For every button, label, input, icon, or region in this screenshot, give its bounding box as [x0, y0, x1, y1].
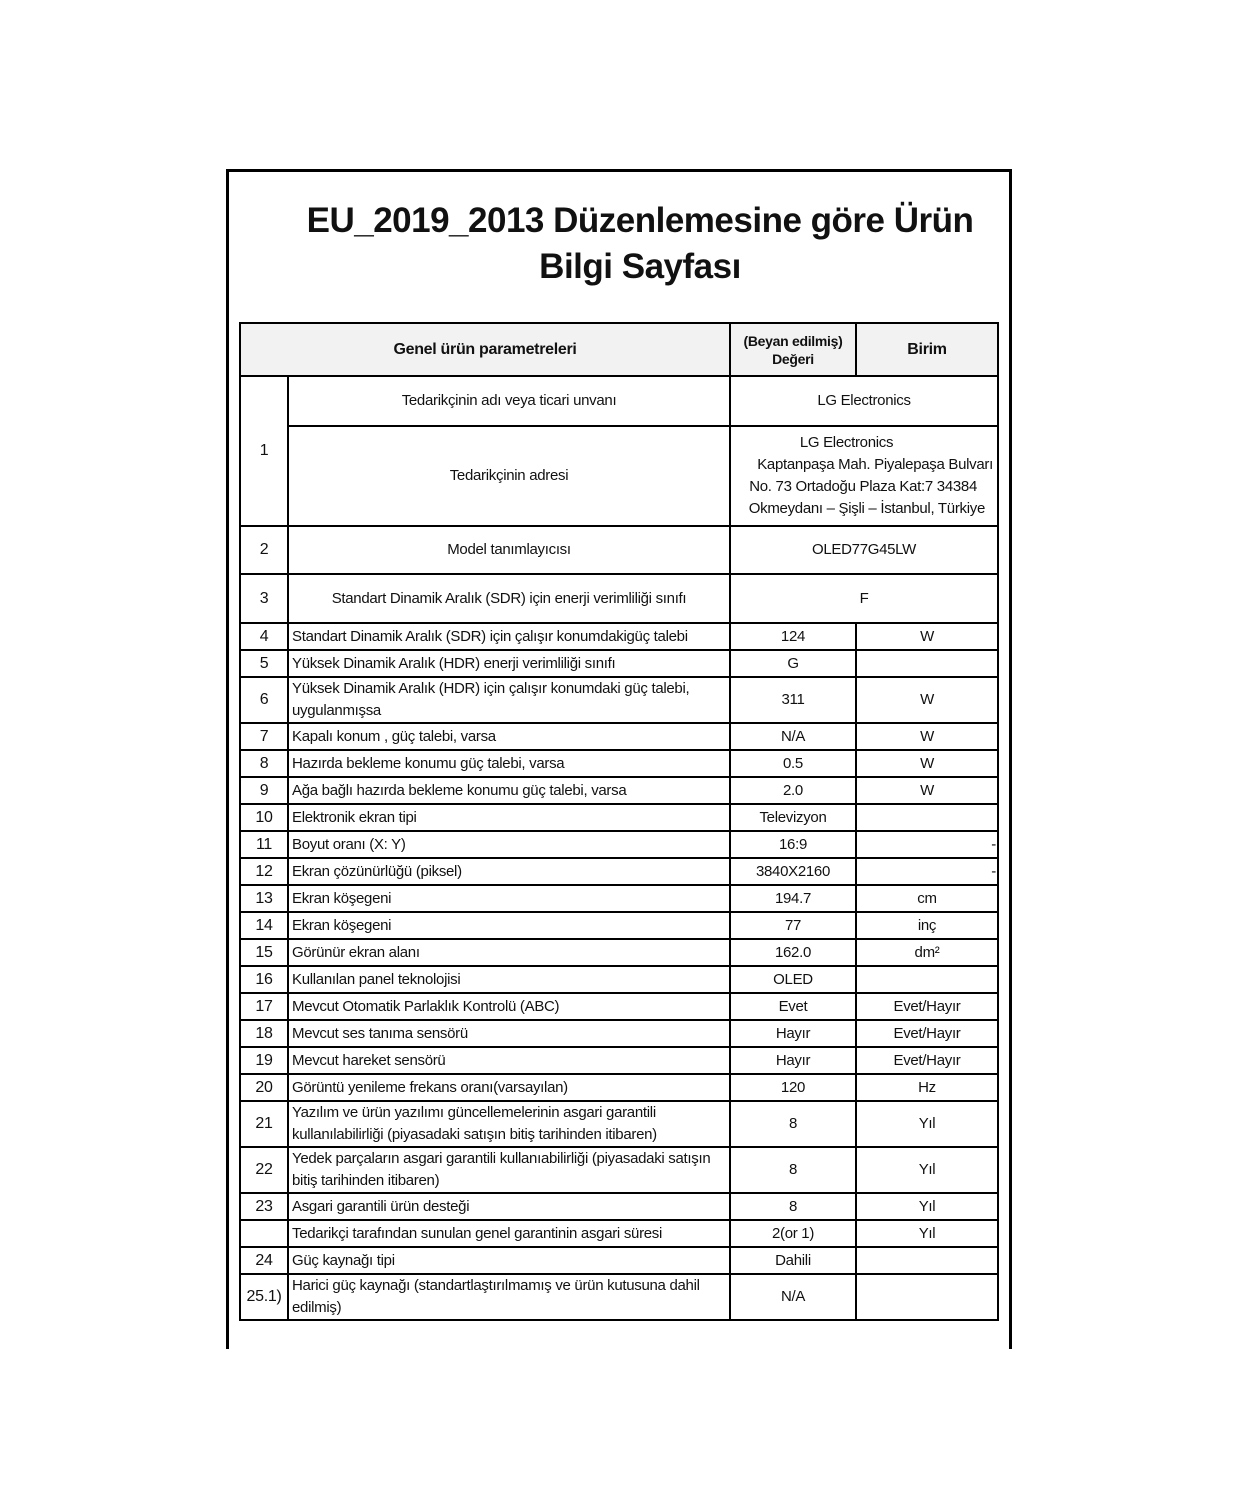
- unit-cell: -: [856, 858, 998, 885]
- unit-cell: Evet/Hayır: [856, 1047, 998, 1074]
- unit-cell: [856, 1274, 998, 1320]
- table-row: [240, 1193, 998, 1220]
- row-number: 9: [240, 777, 288, 804]
- value-cell: 8: [730, 1101, 856, 1147]
- row-number: 10: [240, 804, 288, 831]
- param-cell: Standart Dinamik Aralık (SDR) için çalışır konumdakigüç talebi: [288, 623, 730, 650]
- param-cell: Mevcut ses tanıma sensörü: [288, 1020, 730, 1047]
- unit-cell: Hz: [856, 1074, 998, 1101]
- param-cell: Mevcut Otomatik Parlaklık Kontrolü (ABC): [288, 993, 730, 1020]
- param-cell: Yazılım ve ürün yazılımı güncellemelerinin asgari garantili kullanılabilirliği (piyasadaki satışın bitiş tarihinden itibaren): [288, 1101, 730, 1147]
- unit-cell: [856, 966, 998, 993]
- row-number: 7: [240, 723, 288, 750]
- param-cell: Görünür ekran alanı: [288, 939, 730, 966]
- param-cell: Asgari garantili ürün desteği: [288, 1193, 730, 1220]
- sdr-class-label: Standart Dinamik Aralık (SDR) için enerji verimliliği sınıfı: [288, 574, 730, 623]
- sdr-class-row: [240, 574, 998, 623]
- value-cell: Televizyon: [730, 804, 856, 831]
- row-number: 11: [240, 831, 288, 858]
- unit-cell: [856, 804, 998, 831]
- row-number: 24: [240, 1247, 288, 1274]
- header-value: [730, 323, 856, 376]
- row-number: 14: [240, 912, 288, 939]
- value-cell: 2.0: [730, 777, 856, 804]
- row-number: 25.1): [240, 1274, 288, 1320]
- value-cell: OLED: [730, 966, 856, 993]
- table-row: [240, 912, 998, 939]
- value-cell: N/A: [730, 1274, 856, 1320]
- row-number: 5: [240, 650, 288, 677]
- param-cell: Ekran köşegeni: [288, 912, 730, 939]
- value-cell: 0.5: [730, 750, 856, 777]
- table-row: [240, 831, 998, 858]
- row-number: [240, 1220, 288, 1247]
- value-cell: 8: [730, 1147, 856, 1193]
- page-title: [300, 198, 980, 290]
- unit-cell: Yıl: [856, 1101, 998, 1147]
- sdr-class-value: F: [730, 574, 998, 623]
- value-cell: 162.0: [730, 939, 856, 966]
- param-cell: Ağa bağlı hazırda bekleme konumu güç talebi, varsa: [288, 777, 730, 804]
- unit-cell: Yıl: [856, 1193, 998, 1220]
- supplier-name-value: LG Electronics: [730, 376, 998, 426]
- row-number: 2: [240, 526, 288, 574]
- value-cell: Dahili: [730, 1247, 856, 1274]
- value-cell: 8: [730, 1193, 856, 1220]
- supplier-name-row: [240, 376, 998, 426]
- product-info-table: [239, 322, 999, 1321]
- param-cell: Güç kaynağı tipi: [288, 1247, 730, 1274]
- table-row: [240, 993, 998, 1020]
- table-row: [240, 804, 998, 831]
- table-row: [240, 1047, 998, 1074]
- row-number: 4: [240, 623, 288, 650]
- row-number: 19: [240, 1047, 288, 1074]
- supplier-address-label: Tedarikçinin adresi: [288, 426, 730, 526]
- model-label: Model tanımlayıcısı: [288, 526, 730, 574]
- unit-cell: Evet/Hayır: [856, 993, 998, 1020]
- param-cell: Mevcut hareket sensörü: [288, 1047, 730, 1074]
- unit-cell: W: [856, 723, 998, 750]
- param-cell: Yedek parçaların asgari garantili kullanıabilirliği (piyasadaki satışın bitiş tarihinden itibaren): [288, 1147, 730, 1193]
- param-cell: Yüksek Dinamik Aralık (HDR) için çalışır konumdaki güç talebi, uygulanmışsa: [288, 677, 730, 723]
- supplier-address-row: [240, 426, 998, 526]
- header-value-line-2: Değeri: [772, 350, 814, 367]
- table-row: [240, 858, 998, 885]
- supplier-address-value: [730, 426, 998, 526]
- model-value: OLED77G45LW: [730, 526, 998, 574]
- param-cell: Yüksek Dinamik Aralık (HDR) enerji verimliliği sınıfı: [288, 650, 730, 677]
- address-line: Kaptanpaşa Mah. Piyalepaşa Bulvarı: [757, 456, 993, 473]
- address-line: LG Electronics: [799, 434, 894, 451]
- unit-cell: -: [856, 831, 998, 858]
- param-cell: Elektronik ekran tipi: [288, 804, 730, 831]
- row-number: 8: [240, 750, 288, 777]
- value-cell: 2(or 1): [730, 1220, 856, 1247]
- value-cell: 311: [730, 677, 856, 723]
- table-row: [240, 1074, 998, 1101]
- title-line-1: EU_2019_2013 Düzenlemesine göre Ürün: [306, 201, 974, 240]
- unit-cell: [856, 1247, 998, 1274]
- row-number: 22: [240, 1147, 288, 1193]
- row-number: 18: [240, 1020, 288, 1047]
- table-row: [240, 1274, 998, 1320]
- value-cell: 124: [730, 623, 856, 650]
- row-number: 15: [240, 939, 288, 966]
- table-row: [240, 1247, 998, 1274]
- param-cell: Kullanılan panel teknolojisi: [288, 966, 730, 993]
- value-cell: N/A: [730, 723, 856, 750]
- value-cell: Hayır: [730, 1047, 856, 1074]
- header-value-line-1: (Beyan edilmiş): [743, 332, 843, 349]
- unit-cell: inç: [856, 912, 998, 939]
- param-cell: Boyut oranı (X: Y): [288, 831, 730, 858]
- unit-cell: Evet/Hayır: [856, 1020, 998, 1047]
- param-cell: Kapalı konum , güç talebi, varsa: [288, 723, 730, 750]
- address-line: Okmeydanı – Şişli – İstanbul, Türkiye: [748, 500, 985, 517]
- row-number: 23: [240, 1193, 288, 1220]
- param-cell: Ekran çözünürlüğü (piksel): [288, 858, 730, 885]
- unit-cell: dm²: [856, 939, 998, 966]
- table-row: [240, 723, 998, 750]
- unit-cell: W: [856, 750, 998, 777]
- param-cell: Ekran köşegeni: [288, 885, 730, 912]
- model-row: [240, 526, 998, 574]
- value-cell: G: [730, 650, 856, 677]
- unit-cell: W: [856, 623, 998, 650]
- row-number: 13: [240, 885, 288, 912]
- row-number: 1: [240, 376, 288, 526]
- row-number: 12: [240, 858, 288, 885]
- value-cell: 16:9: [730, 831, 856, 858]
- table-row: [240, 1101, 998, 1147]
- table-header-row: [240, 323, 998, 376]
- param-cell: Görüntü yenileme frekans oranı(varsayılan): [288, 1074, 730, 1101]
- param-cell: Harici güç kaynağı (standartlaştırılmamış ve ürün kutusuna dahil edilmiş): [288, 1274, 730, 1320]
- row-number: 17: [240, 993, 288, 1020]
- unit-cell: [856, 650, 998, 677]
- unit-cell: W: [856, 677, 998, 723]
- value-cell: 120: [730, 1074, 856, 1101]
- value-cell: Evet: [730, 993, 856, 1020]
- value-cell: 77: [730, 912, 856, 939]
- param-cell: Tedarikçi tarafından sunulan genel garantinin asgari süresi: [288, 1220, 730, 1247]
- title-line-2: Bilgi Sayfası: [539, 247, 741, 286]
- row-number: 6: [240, 677, 288, 723]
- table-row: [240, 1147, 998, 1193]
- row-number: 21: [240, 1101, 288, 1147]
- param-cell: Hazırda bekleme konumu güç talebi, varsa: [288, 750, 730, 777]
- table-row: [240, 623, 998, 650]
- table-row: [240, 1220, 998, 1247]
- table-row: [240, 939, 998, 966]
- unit-cell: Yıl: [856, 1147, 998, 1193]
- table-row: [240, 677, 998, 723]
- table-row: [240, 750, 998, 777]
- header-param: Genel ürün parametreleri: [240, 323, 730, 376]
- row-number: 20: [240, 1074, 288, 1101]
- table-row: [240, 885, 998, 912]
- table-row: [240, 650, 998, 677]
- value-cell: 194.7: [730, 885, 856, 912]
- table-row: [240, 966, 998, 993]
- row-number: 16: [240, 966, 288, 993]
- header-unit: Birim: [856, 323, 998, 376]
- unit-cell: Yıl: [856, 1220, 998, 1247]
- unit-cell: cm: [856, 885, 998, 912]
- table-row: [240, 1020, 998, 1047]
- address-line: No. 73 Ortadoğu Plaza Kat:7 34384: [749, 478, 977, 495]
- row-number: 3: [240, 574, 288, 623]
- value-cell: Hayır: [730, 1020, 856, 1047]
- value-cell: 3840X2160: [730, 858, 856, 885]
- table-row: [240, 777, 998, 804]
- supplier-name-label: Tedarikçinin adı veya ticari unvanı: [288, 376, 730, 426]
- unit-cell: W: [856, 777, 998, 804]
